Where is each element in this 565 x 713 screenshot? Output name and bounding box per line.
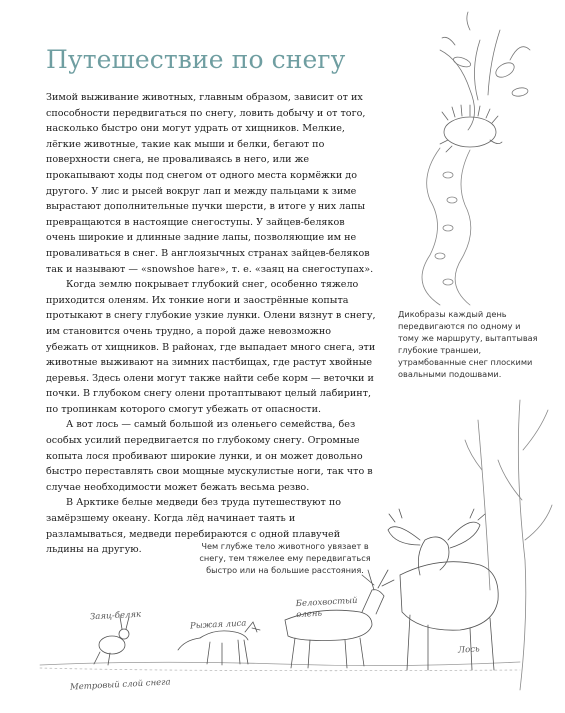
caption-snow-depth: Чем глубже тело животного увязает в снегу, тем тяжелее ему передвигаться быстро или на большие расстояния. (199, 541, 371, 575)
paragraph-2: Когда землю покрывает глубокий снег, особенно тяжело приходится оленям. Их тонкие ноги и заострённые копыта протыкают в снегу глубокие узкие лунки. Олени вязнут в снегу, им становится очень трудно, а порой даже невозможно убежать от хищников. В районах, где выпадает много снега, эти животные выживают на зимних пастбищах, где растут хвойные деревья. Здесь олени могут также найти себе корм — веточки и почки. В глубоком снегу олени протаптывают целый лабиринт, по тропинкам которого смогут убежать от опасности. (46, 279, 376, 415)
trail-sketch (422, 148, 471, 305)
moose-sketch (388, 509, 498, 670)
caption-porcupine-trail: Дикобразы каждый день передвигаются по одному и тому же маршруту, вытаптывая глубокие траншеи, утрамбованные снег плоскими овальными подошвами. (398, 309, 538, 379)
label-deer: Белохвостый олень (295, 595, 358, 621)
paragraph-1: Зимой выживание животных, главным образом, зависит от их способности передвигаться по снегу, ловить добычу и от того, насколько быстро они могут удрать от хищников. Мелкие, лёгкие животные, такие как мыши и белки, бегают по поверхности снега, не проваливаясь в него, или же прокапывают ходы под снегом от одного места кормёжки до другого. У лис и рысей вокруг лап и между пальцами к зиме вырастают дополнительные пучки шерсти, в итоге у них лапы превращаются в настоящие снегоступы. У зайцев-беляков очень широкие и длинные задние лапы, позволяющие им не проваливаться в снег. В англоязычных странах зайцев-беляков так и называют — «snowshoe hare», т. е. «заяц на снегоступах». (46, 92, 374, 275)
snow-line (40, 662, 520, 666)
label-fox: Рыжая лиса (189, 618, 247, 632)
label-moose: Лось (457, 644, 480, 656)
hare-sketch (94, 617, 129, 665)
porcupine-sketch (440, 105, 502, 152)
label-hare: Заяц-беляк (89, 609, 142, 623)
paragraph-4: В Арктике белые медведи без труда путешествуют по замёрзшему океану. Когда лёд начинает таять и разламываться, медведи перебираются с одной плавучей льдины на другую. (46, 497, 342, 556)
page-title: Путешествие по снегу (46, 45, 346, 74)
main-text (46, 90, 376, 558)
paragraph-3: А вот лось — самый большой из оленьего семейства, без особых усилий передвигается по глубокому снегу. Огромные копыта лося пробивают широкие лунки, и он может довольно быстро переставлять свои мощные мускулистые ноги, так что в случае необходимости может бежать весьма резво. (46, 419, 373, 493)
label-snow-depth: Метровый слой снега (69, 677, 171, 693)
